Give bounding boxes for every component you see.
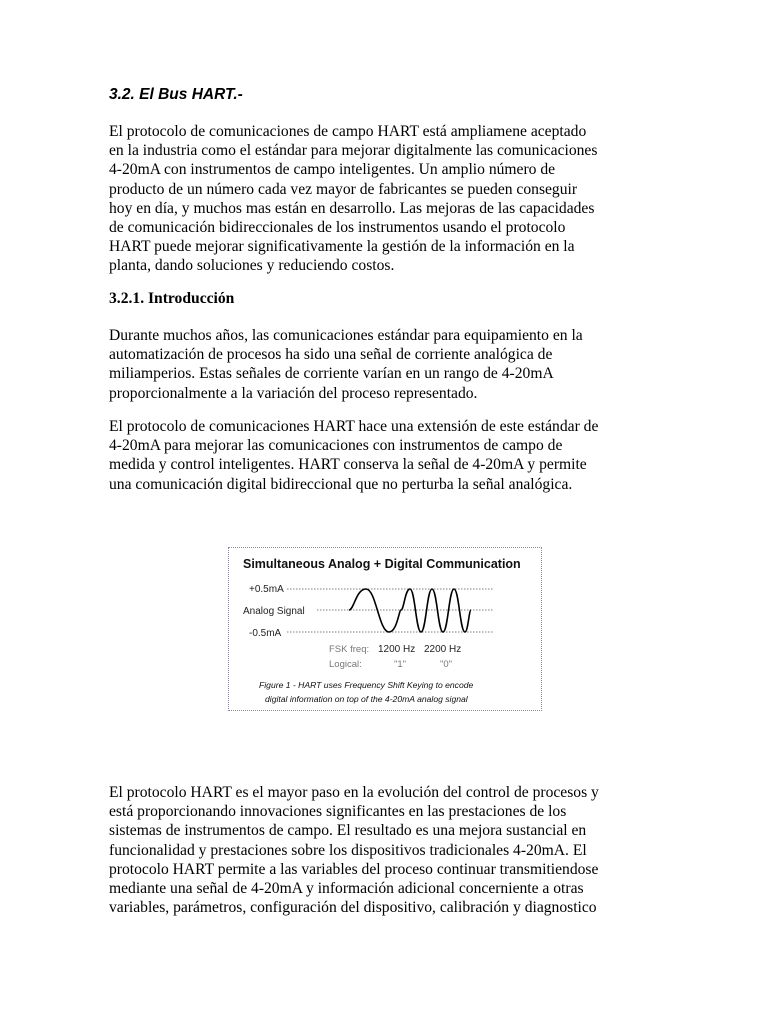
label-logical-one: "1"	[394, 659, 407, 670]
text-line: El protocolo de comunicaciones HART hace una extensión de este estándar de	[109, 418, 599, 435]
text-line: HART puede mejorar significativamente la gestión de la información en la	[109, 238, 575, 256]
label-logical: Logical:	[329, 659, 362, 670]
label-freq-2200: 2200 Hz	[424, 644, 462, 655]
text-line: producto de un número cada vez mayor de fabricantes se pueden conseguir	[109, 180, 578, 198]
text-line: hoy en día, y muchos mas están en desarrollo. Las mejoras de las capacidades	[109, 199, 595, 217]
fsk-waveform	[349, 589, 471, 632]
label-minus-half-ma: -0.5mA	[249, 628, 282, 639]
text-line: sistemas de instrumentos de campo. El resultado es una mejora sustancial en	[109, 822, 587, 840]
text-line: una comunicación digital bidireccional que no perturba la señal analógica.	[109, 475, 573, 493]
text-line: automatización de procesos ha sido una señal de corriente analógica de	[109, 346, 553, 364]
text-line: El protocolo HART es el mayor paso en la evolución del control de procesos y	[109, 784, 599, 801]
text-line: proporcionalmente a la variación del proceso representado.	[109, 384, 478, 402]
paragraph-analog-signals	[109, 326, 661, 403]
text-line: 4-20mA para mejorar las comunicaciones con instrumentos de campo de	[109, 437, 563, 455]
text-line: medida y control inteligentes. HART conserva la señal de 4-20mA y permite	[109, 456, 587, 474]
text-line: funcionalidad y prestaciones sobre los dispositivos tradicionales 4-20mA. El	[109, 841, 587, 859]
hart-fsk-figure	[228, 547, 542, 711]
text-line: protocolo HART permite a las variables del proceso continuar transmitiendose	[109, 860, 599, 878]
text-line: planta, dando soluciones y reduciendo costos.	[109, 257, 395, 275]
text-line: Durante muchos años, las comunicaciones estándar para equipamiento en la	[109, 327, 583, 344]
figure-caption-line-1: Figure 1 - HART uses Frequency Shift Keying to encode	[259, 680, 474, 690]
figure-caption-line-2: digital information on top of the 4-20mA analog signal	[265, 694, 468, 704]
text-line: 4-20mA con instrumentos de campo inteligentes. Un amplio número de	[109, 161, 556, 179]
subsection-heading: 3.2.1. Introducción	[109, 290, 235, 307]
intro-paragraph	[109, 122, 661, 276]
paragraph-hart-extension	[109, 417, 661, 494]
label-plus-half-ma: +0.5mA	[249, 584, 284, 595]
text-line: mediante una señal de 4-20mA y información adicional concerniente a otras	[109, 880, 584, 898]
label-freq-1200: 1200 Hz	[378, 644, 416, 655]
text-line: está proporcionando innovaciones significantes en las prestaciones de los	[109, 803, 567, 821]
text-line: miliamperios. Estas señales de corriente varían en un rango de 4-20mA	[109, 365, 554, 383]
section-heading: 3.2. El Bus HART.-	[109, 86, 243, 103]
text-line: en la industria como el estándar para mejorar digitalmente las comunicaciones	[109, 142, 598, 160]
text-line: El protocolo de comunicaciones de campo HART está ampliamene aceptado	[109, 123, 587, 140]
text-line: variables, parámetros, configuración del dispositivo, calibración y diagnostico	[109, 899, 597, 917]
fsk-diagram	[229, 548, 541, 710]
paragraph-hart-evolution	[109, 783, 661, 917]
label-analog-signal: Analog Signal	[243, 606, 305, 617]
label-fsk-freq: FSK freq:	[329, 644, 370, 655]
text-line: de comunicación bidireccionales de los instrumentos usando el protocolo	[109, 219, 566, 237]
label-logical-zero: "0"	[440, 659, 453, 670]
figure-title: Simultaneous Analog + Digital Communication	[243, 557, 521, 571]
